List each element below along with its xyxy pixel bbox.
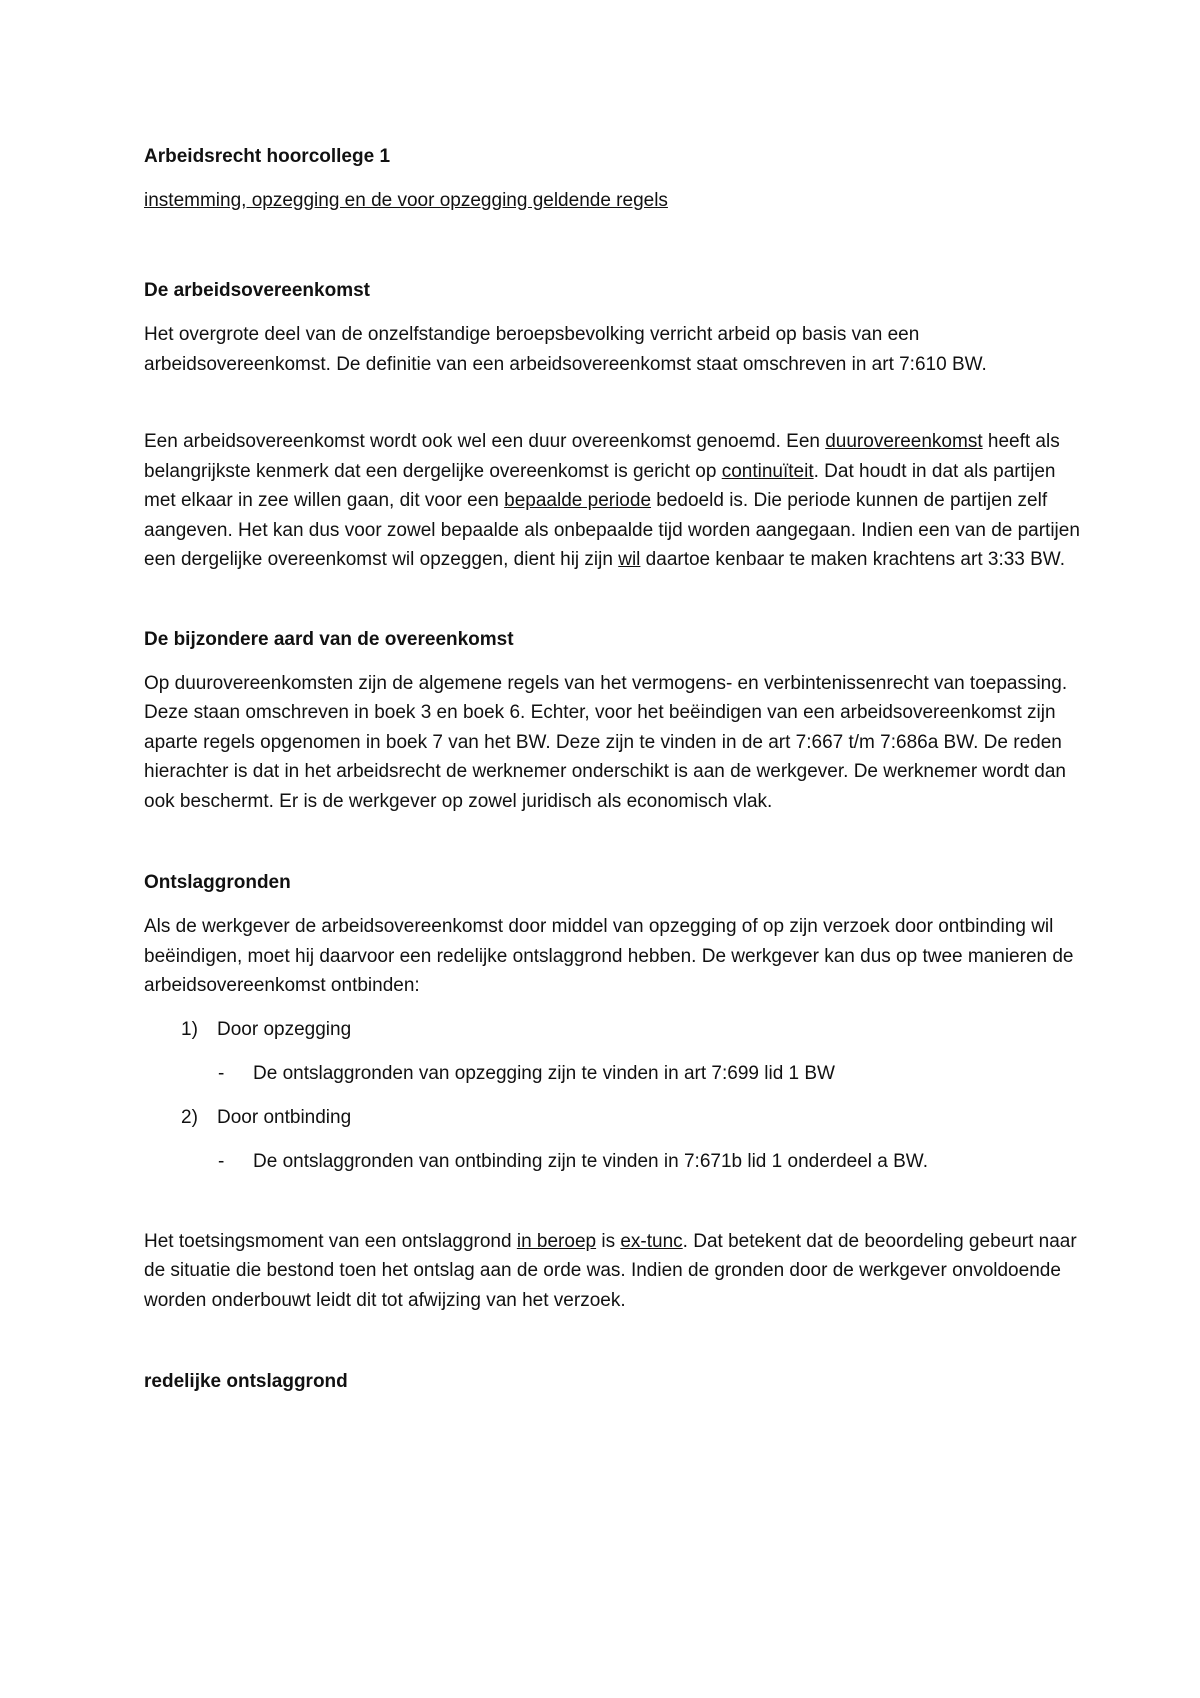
underlined-term-bepaalde-periode: bepaalde periode (504, 490, 652, 511)
text-run: . Dat betekent dat de beoordeling gebeurt naar de situatie die bestond toen het ontslag aan de orde was. Indien de gronden door de werkgever onvoldoende worden onderbouwt leidt dit tot afwijzing van het verzoek. (144, 1230, 1077, 1311)
paragraph-bijzondere-aard: Op duurovereenkomsten zijn de algemene regels van het vermogens- en verbintenissenrecht van toepassing. Deze staan omschreven in boek 3 en boek 6. Echter, voor het beëindigen van een arbeidsovereenkomst zijn aparte regels opgenomen in boek 7 van het BW. Deze zijn te vinden in de art 7:667 t/m 7:686a BW. De reden hierachter is dat in het arbeidsrecht de werknemer onderschikt is aan de werkgever. De werknemer wordt dan ook beschermt. Er is de werkgever op zowel juridisch als economisch vlak. (144, 672, 1068, 812)
sub-list (144, 1147, 1080, 1177)
text-run: Het toetsingsmoment van een ontslaggrond (144, 1230, 517, 1252)
sub-list-item-text: De ontslaggronden van opzegging zijn te vinden in art 7:699 lid 1 BW (253, 1062, 835, 1084)
list-item-label: Door opzegging (217, 1018, 352, 1040)
paragraph-duurovereenkomst (144, 427, 1080, 575)
list-number: 2) (181, 1106, 198, 1128)
text-run: heeft als belangrijkste kenmerk dat een dergelijke overeenkomst is gericht op (144, 431, 1060, 482)
heading-redelijke-ontslaggrond: redelijke ontslaggrond (144, 1371, 348, 1392)
underlined-term-wil: wil (618, 549, 641, 570)
paragraph-toetsingsmoment (144, 1227, 1080, 1316)
text-run: bedoeld is. Die periode kunnen de partijen zelf aangeven. Het kan dus voor zowel bepaalde als onbepaalde tijd worden aangegaan. Indien een van de partijen een dergelijke overeenkomst wil opzeggen, dient hij zijn (144, 490, 1080, 570)
document-title: Arbeidsrecht hoorcollege 1 (144, 146, 391, 167)
heading-bijzondere-aard: De bijzondere aard van de overeenkomst (144, 628, 514, 650)
sub-list-item (144, 1147, 1080, 1177)
paragraph-ontslaggronden-intro: Als de werkgever de arbeidsovereenkomst door middel van opzegging of op zijn verzoek door ontbinding wil beëindigen, moet hij daarvoor een redelijke ontslaggrond hebben. De werkgever kan dus op twee manieren de arbeidsovereenkomst ontbinden: (144, 916, 1074, 996)
sub-list-item-text: De ontslaggronden van ontbinding zijn te vinden in 7:671b lid 1 onderdeel a BW. (253, 1150, 928, 1172)
text-run: . Dat houdt in dat als partijen met elkaar in zee willen gaan, dit voor een (144, 460, 1056, 511)
list-number: 1) (181, 1018, 198, 1040)
text-run: Een arbeidsovereenkomst wordt ook wel een duur overeenkomst genoemd. Een (144, 431, 826, 452)
paragraph-definitie: Het overgrote deel van de onzelfstandige beroepsbevolking verricht arbeid op basis van een arbeidsovereenkomst. De definitie van een arbeidsovereenkomst staat omschreven in art 7:610 BW. (144, 324, 987, 375)
ontslaggronden-list (144, 1015, 1080, 1177)
dash-bullet: - (218, 1150, 225, 1172)
underlined-term-duurovereenkomst: duurovereenkomst (825, 431, 983, 452)
sub-list (144, 1059, 1080, 1089)
heading-ontslaggronden: Ontslaggronden (144, 872, 291, 893)
list-item-opzegging (144, 1015, 1080, 1089)
text-run: is (596, 1230, 621, 1252)
sub-list-item (144, 1059, 1080, 1089)
underlined-term-in-beroep: in beroep (516, 1230, 597, 1252)
list-item-label: Door ontbinding (217, 1106, 352, 1128)
dash-bullet: - (218, 1062, 225, 1084)
text-run: daartoe kenbaar te maken krachtens art 3:33 BW. (640, 549, 1065, 570)
list-item-ontbinding (144, 1103, 1080, 1177)
heading-arbeidsovereenkomst: De arbeidsovereenkomst (144, 280, 370, 301)
underlined-term-continuiteit: continuïteit (721, 460, 814, 482)
underlined-term-ex-tunc: ex-tunc (620, 1230, 683, 1252)
document-subtitle: instemming, opzegging en de voor opzegging geldende regels (144, 190, 668, 211)
